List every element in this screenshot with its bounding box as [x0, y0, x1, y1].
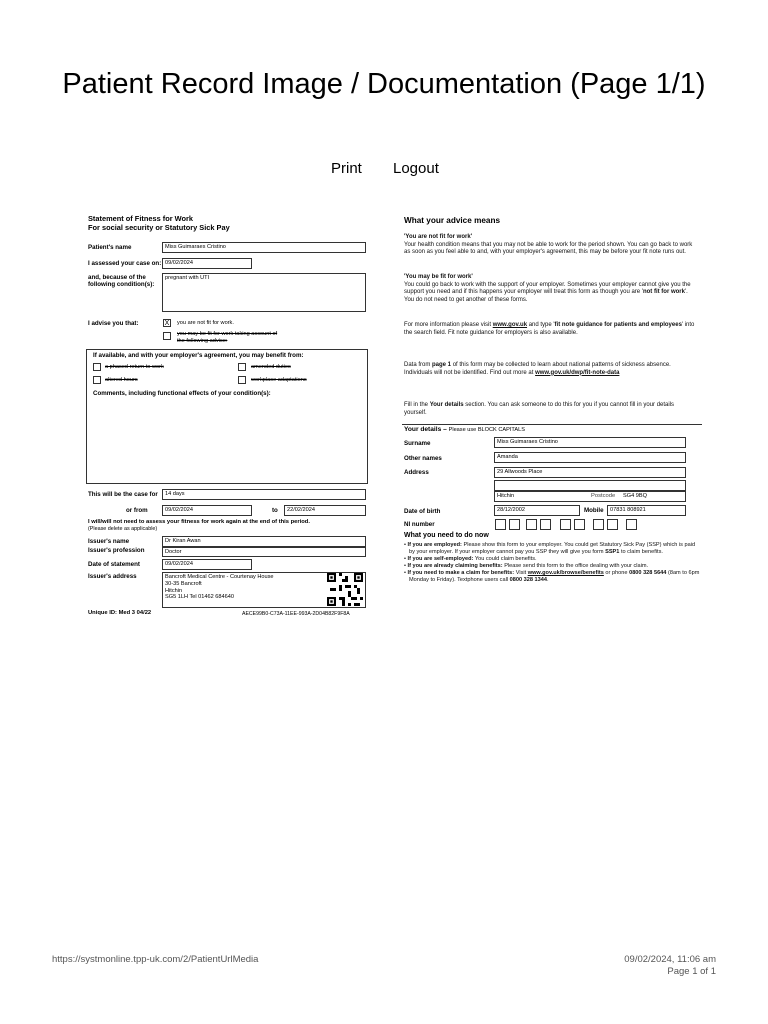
not-fit-checkbox: X	[164, 320, 170, 327]
delete-note: (Please delete as applicable)	[88, 526, 158, 532]
more-info-bold: fit note guidance for patients and employees	[554, 322, 682, 328]
postcode-value: SG4 9BQ	[623, 493, 647, 499]
condition-label-line2: following condition(s):	[88, 281, 155, 289]
ni-box	[574, 519, 585, 530]
may-fit-text-a: You could go back to work with the support of your employer. Sometimes your employer cannot give you the support you need and if this happens your employer will treat this form as though you are '	[404, 281, 691, 296]
make-claim-text: Visit	[514, 570, 528, 576]
benefits-link[interactable]: www.gov.uk/browse/benefits	[527, 570, 604, 576]
ni-box	[509, 519, 520, 530]
print-link[interactable]: Print	[331, 160, 362, 177]
amended-duties-checkbox	[238, 363, 246, 371]
comments-label: Comments, including functional effects of your condition(s):	[93, 390, 271, 397]
make-claim-bold: If you need to make a claim for benefits:	[407, 570, 515, 576]
advice-heading: What your advice means	[404, 216, 501, 225]
surname-label: Surname	[404, 440, 431, 447]
condition-label-line1: and, because of the	[88, 274, 146, 281]
more-info-a: For more information please visit	[404, 322, 493, 328]
self-employed-text: You could claim benefits.	[473, 556, 537, 562]
workplace-adaptations-option: workplace adaptations	[251, 377, 307, 383]
not-fit-option: you are not fit for work.	[177, 320, 234, 326]
other-names-field: Amanda	[494, 452, 686, 463]
fill-a: Fill in the	[404, 402, 430, 408]
issuer-name-field: Dr Kiran Awan	[162, 536, 366, 547]
condition-field: pregnant with UTI	[162, 273, 366, 312]
details-heading	[404, 426, 525, 433]
condition-label	[88, 274, 154, 289]
todo-self-employed: • If you are self-employed: You could claim benefits.	[404, 556, 537, 562]
may-be-fit-option	[177, 331, 277, 344]
benefit-box	[86, 349, 368, 484]
more-info-c: ' into the search field. Fit note guidance for employers is also available.	[404, 322, 695, 336]
todo-claiming: • If you are already claiming benefits: Please send this form to the office dealing with your claim.	[404, 563, 649, 569]
todo-make-claim: • If you need to make a claim for benefits: Visit www.gov.uk/browse/benefits or phone 0800 328 5644 (8am to 6pm Monday to Friday). Textphone users call 0800 328 1344.	[404, 570, 700, 583]
footer-page: Page 1 of 1	[667, 966, 716, 977]
fill-bold: Your details	[429, 402, 464, 408]
employed-bold: If you are employed:	[407, 542, 462, 548]
self-employed-bold: If you are self-employed:	[407, 556, 474, 562]
claiming-text: Please send this form to the office dealing with your claim.	[502, 563, 649, 569]
altered-hours-checkbox	[93, 376, 101, 384]
may-be-fit-checkbox	[163, 332, 171, 340]
advise-label: I advise you that:	[88, 320, 139, 327]
benefit-heading: If available, and with your employer's agreement, you may benefit from:	[93, 352, 304, 359]
postcode-label: Postcode	[591, 493, 616, 499]
dob-field: 28/12/2002	[494, 505, 580, 516]
or-from-label: or from	[126, 507, 148, 514]
assessed-date-field: 09/02/2024	[162, 258, 252, 269]
todo-employed: • If you are employed: Please show this form to your employer. You could get Statutory Sick Pay (SSP) which is paid by your employer. If your employer cannot pay you SSP they will give you form SSP1 to claim benefits.	[404, 542, 696, 555]
ni-box	[540, 519, 551, 530]
patient-name-field: Miss Guimaraes Cristino	[162, 242, 366, 253]
data-b: of this form may be collected to learn about national patterns of sickness absence. Individuals will not be identified. Find out more at	[404, 362, 671, 376]
footer-meta	[624, 954, 716, 978]
data-bold: page 1	[432, 362, 452, 368]
not-fit-section	[404, 234, 698, 257]
from-date-field: 09/02/2024	[162, 505, 252, 516]
fill-b: section. You can ask someone to do this for you if you cannot fill in your details yourself.	[404, 402, 675, 416]
address-line4: SG5 1LH Tel 01462 684640	[165, 594, 234, 601]
phased-return-option: a phased return to work	[105, 364, 164, 370]
may-be-fit-line1: you may be fit for work taking account of	[177, 331, 278, 337]
assessed-label: I assessed your case on:	[88, 260, 162, 267]
page-title: Patient Record Image / Documentation (Page 1/1)	[62, 68, 706, 100]
todo-list	[404, 542, 700, 584]
statement-date-label: Date of statement	[88, 561, 140, 568]
issuer-profession-label: Issuer's profession	[88, 547, 145, 554]
qr-code-icon	[327, 573, 363, 606]
surname-field: Miss Guimaraes Cristino	[494, 437, 686, 448]
ni-number-label: NI number	[404, 521, 435, 528]
ni-box	[607, 519, 618, 530]
footer-url: https://systmonline.tpp-uk.com/2/PatientUrlMedia	[52, 954, 259, 965]
address-line3: Hitchin	[165, 587, 183, 594]
form-title-line1: Statement of Fitness for Work	[88, 214, 193, 223]
phone-number: 0800 328 5644	[629, 570, 667, 576]
more-info-section	[404, 322, 698, 337]
mobile-field: 07831 808921	[607, 505, 686, 516]
case-for-label: This will be the case for	[88, 491, 158, 498]
address-line1-field: 29 Allwoods Place	[494, 467, 686, 478]
address-label: Address	[404, 469, 429, 476]
may-fit-text-b: '. You do not need to get another of these forms.	[404, 289, 688, 303]
may-be-fit-line2: the following advice:	[177, 337, 228, 344]
ni-box	[560, 519, 571, 530]
ni-box	[526, 519, 537, 530]
data-a: Data from	[404, 362, 433, 368]
footer-datetime: 09/02/2024, 11:06 am	[624, 954, 716, 965]
more-info-b: and type '	[527, 322, 555, 328]
other-names-label: Other names	[404, 455, 442, 462]
statement-date-field: 09/02/2024	[162, 559, 252, 570]
todo-heading: What you need to do now	[404, 532, 489, 539]
data-section	[404, 362, 698, 377]
details-title: Your details –	[404, 426, 447, 433]
address-line1: Bancroft Medical Centre - Courtenay House	[165, 574, 274, 580]
not-fit-text: Your health condition means that you may not be able to work for the period shown. You can go back to work as soon as you feel able to and, with your employer's agreement, this may be before your fit note runs out.	[404, 241, 693, 256]
fit-note-image	[66, 210, 706, 622]
issuer-name-label: Issuer's name	[88, 538, 130, 545]
issuer-address-label: Issuer's address	[88, 573, 137, 580]
form-title	[88, 214, 230, 232]
logout-link[interactable]: Logout	[393, 160, 439, 177]
claiming-bold: If you are already claiming benefits:	[407, 563, 503, 569]
ni-box	[495, 519, 506, 530]
reference-code: AECE99B0-C73A-11EE-993A-2D04B82F9F8A	[242, 611, 350, 617]
employed-text2: to claim benefits.	[619, 549, 663, 555]
make-claim-end: .	[546, 577, 549, 583]
employed-text: Please show this form to your employer. You could get Statutory Sick Pay (SSP) which is paid by your employer. If your employer cannot pay you SSP they will give you form	[409, 542, 696, 555]
may-fit-bold: not fit for work	[642, 289, 685, 296]
ni-box	[626, 519, 637, 530]
issuer-profession-field: Doctor	[162, 547, 366, 557]
may-fit-section	[404, 274, 698, 304]
assess-again-text: I will/will not need to assess your fitness for work again at the end of this period.	[88, 519, 310, 525]
mobile-label: Mobile	[584, 507, 604, 514]
town-field: Hitchin	[494, 491, 686, 502]
altered-hours-option: altered hours	[105, 377, 138, 383]
may-fit-text	[404, 282, 698, 305]
ni-box	[593, 519, 604, 530]
not-fit-title: 'You are not fit for work'	[404, 234, 473, 240]
may-fit-title: 'You may be fit for work'	[404, 274, 473, 280]
patient-name-label: Patient's name	[88, 244, 132, 251]
unique-id: Unique ID: Med 3 04/22	[88, 610, 152, 616]
textphone-number: 0800 328 1344	[509, 577, 547, 583]
amended-duties-option: amended duties	[251, 364, 291, 370]
to-label: to	[272, 507, 278, 514]
to-date-field: 22/02/2024	[284, 505, 366, 516]
form-title-line2: For social security or Statutory Sick Pay	[88, 223, 230, 232]
phased-return-checkbox	[93, 363, 101, 371]
fill-section	[404, 402, 698, 417]
dob-label: Date of birth	[404, 508, 441, 515]
gov-uk-link[interactable]: www.gov.uk	[492, 322, 528, 328]
make-claim-text3: (8am to 6pm Monday to Friday). Textphone users call	[409, 570, 700, 583]
address-line2-field	[494, 480, 686, 491]
details-divider	[402, 424, 702, 425]
case-for-field: 14 days	[162, 489, 366, 500]
make-claim-text2: or phone	[603, 570, 630, 576]
fit-note-data-link[interactable]: www.gov.uk/dwp/fit-note-data	[535, 369, 620, 376]
workplace-adaptations-checkbox	[238, 376, 246, 384]
ssp1-bold: SSP1	[605, 549, 620, 555]
block-capitals-note: Please use BLOCK CAPITALS	[448, 427, 525, 433]
address-line2: 30-35 Bancroft	[165, 580, 202, 587]
